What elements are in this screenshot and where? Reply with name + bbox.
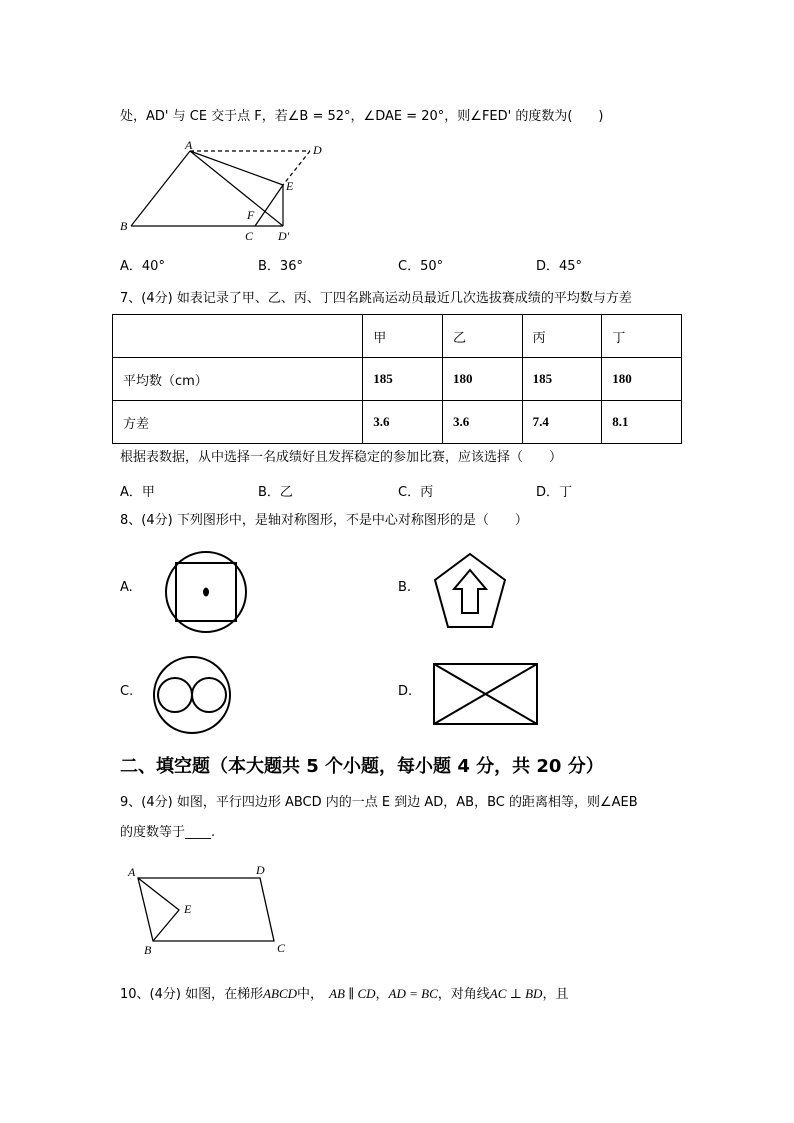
table-header-bing: 丙 xyxy=(522,315,602,358)
q8-option-c-label[interactable]: C. xyxy=(120,684,134,699)
table-row xyxy=(113,401,682,444)
q9-stem-line2: 的度数等于____. xyxy=(120,825,216,840)
q7-option-c[interactable]: C．丙 xyxy=(398,485,434,500)
q6-label-c: C xyxy=(245,229,254,243)
q8-figure-d[interactable] xyxy=(432,662,539,726)
q8c-right-circle xyxy=(192,678,226,712)
q6-label-d-prime: D′ xyxy=(278,229,290,243)
q6-option-d[interactable]: D．45° xyxy=(536,259,583,274)
q9-figure xyxy=(122,860,292,960)
section-title: 二、填空题（本大题共 5 个小题，每小题 4 分，共 20 分） xyxy=(120,756,604,777)
q6-seg-ab xyxy=(131,151,190,226)
q8b-pentagon xyxy=(435,554,505,627)
table-cell: 3.6 xyxy=(363,401,443,444)
q6-label-f: F xyxy=(247,208,255,222)
table-header-jia: 甲 xyxy=(363,315,443,358)
q6-seg-ae xyxy=(190,151,283,185)
q6-seg-ad-prime xyxy=(190,151,283,226)
table-cell: 3.6 xyxy=(442,401,522,444)
q6-option-a[interactable]: A．40° xyxy=(120,259,165,274)
q7-option-a[interactable]: A．甲 xyxy=(120,485,155,500)
table-cell: 185 xyxy=(522,358,602,401)
q9-label-a: A xyxy=(128,865,136,879)
q6-label-a: A xyxy=(185,140,193,152)
q6-seg-ce xyxy=(255,185,283,226)
row-label-mean: 平均数（cm） xyxy=(113,358,363,401)
q6-figure xyxy=(115,140,335,245)
table-header-yi: 乙 xyxy=(442,315,522,358)
q6-label-e: E xyxy=(286,179,294,193)
q6-option-b[interactable]: B．36° xyxy=(258,259,303,274)
q7-option-d[interactable]: D．丁 xyxy=(536,485,573,500)
table-cell: 8.1 xyxy=(602,401,682,444)
q8-option-a-label[interactable]: A. xyxy=(120,580,133,595)
q9-triangle-aeb xyxy=(138,878,179,941)
table-row xyxy=(113,315,682,358)
q9-label-e: E xyxy=(184,902,192,916)
q6-label-b: B xyxy=(120,219,128,233)
q7-stem: 7、(4分) 如表记录了甲、乙、丙、丁四名跳高运动员最近几次选拔赛成绩的平均数与方差 xyxy=(120,291,632,306)
q8-option-b-label[interactable]: B. xyxy=(398,580,412,595)
q6-option-c[interactable]: C．50° xyxy=(398,259,444,274)
q8a-dot xyxy=(203,588,209,597)
table-cell: 185 xyxy=(363,358,443,401)
table-cell: 7.4 xyxy=(522,401,602,444)
q9-parallelogram xyxy=(138,878,274,941)
q8-figure-a[interactable] xyxy=(163,551,249,635)
q9-stem-line1: 9、(4分) 如图，平行四边形 ABCD 内的一点 E 到边 AD，AB，BC 的距离相等，则∠AEB xyxy=(120,795,638,810)
q8b-arrow xyxy=(454,570,486,613)
q7-question: 根据表数据，从中选择一名成绩好且发挥稳定的参加比赛，应该选择（ ） xyxy=(120,450,563,465)
q9-label-c: C xyxy=(277,941,286,955)
q9-label-b: B xyxy=(144,943,152,957)
q8c-left-circle xyxy=(158,678,192,712)
table-row xyxy=(113,358,682,401)
q8-figure-b[interactable] xyxy=(432,551,508,631)
table-header-empty xyxy=(113,315,363,358)
table-cell: 180 xyxy=(602,358,682,401)
q8-option-d-label[interactable]: D. xyxy=(398,684,413,699)
q7-stats-table xyxy=(112,314,682,444)
q8-stem: 8、(4分) 下列图形中，是轴对称图形，不是中心对称图形的是（ ） xyxy=(120,513,528,528)
q6-label-d: D xyxy=(313,143,322,157)
q8-figure-c[interactable] xyxy=(151,654,233,736)
q6-stem: 处，AD' 与 CE 交于点 F，若∠B = 52°，∠DAE = 20°，则∠FED' 的度数为( ) xyxy=(120,109,604,124)
row-label-variance: 方差 xyxy=(113,401,363,444)
q7-option-b[interactable]: B．乙 xyxy=(258,485,293,500)
q9-label-d: D xyxy=(256,863,265,877)
table-header-ding: 丁 xyxy=(602,315,682,358)
q10-stem: 10、(4分) 如图，在梯形ABCD中， AB ∥ CD，AD = BC，对角线AC ⊥ BD，且 xyxy=(120,986,569,1002)
table-cell: 180 xyxy=(442,358,522,401)
